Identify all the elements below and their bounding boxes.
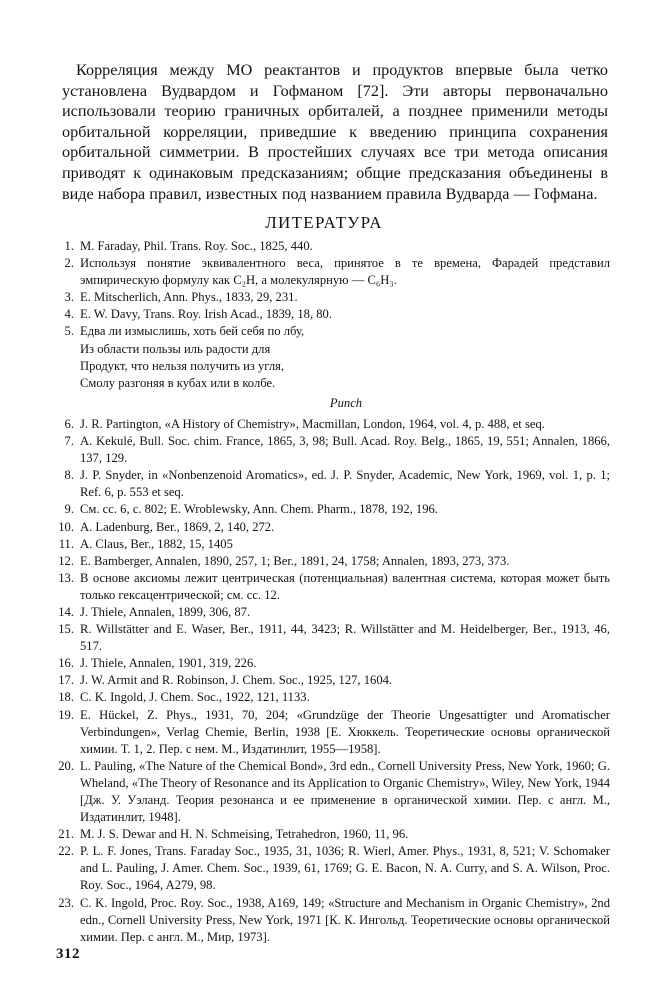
reference-item [54,707,610,758]
reference-item [54,519,610,536]
reference-text: M. J. S. Dewar and H. N. Schmeising, Tetrahedron, 1960, 11, 96. [80,827,409,842]
reference-text: P. L. F. Jones, Trans. Faraday Soc., 1935, 31, 1036; R. Wierl, Amer. Phys., 1931, 8, 521; V. Schomaker and L. Pauling, J. Amer. Chem. Soc., 1939, 61, 1769; G. E. Bacon, N. A. Curry, and S. A. Wilson, Proc. Roy. Soc., 1964, A279, 98. [80,844,610,893]
reference-number: 21. [58,827,74,842]
reference-poem [80,323,610,391]
reference-text: E. Hückel, Z. Phys., 1931, 70, 204; «Grundzüge der Theorie Ungesattigter und Aromatischer Verbindungen», Verlag Chemie, Berlin, 1938 [Е. Хюккель. Теоретические основы органической химии. Т. 1, 2. Пер. с нем. М., Издатинлит, 1955—1958]. [80,707,610,756]
reference-item [54,672,610,689]
references-heading: ЛИТЕРАТУРА [265,213,383,232]
reference-text: E. W. Davy, Trans. Roy. Irish Acad., 1839, 18, 80. [80,307,332,322]
reference-text: J. W. Armit and R. Robinson, J. Chem. Soc., 1925, 127, 1604. [80,673,393,688]
poem-line: Смолу разгоняя в кубах или в колбе. [80,375,276,390]
poem-attribution: Punch [329,395,363,410]
reference-item [54,255,610,289]
reference-number: 7. [64,434,74,449]
reference-number: 22. [58,844,74,859]
reference-number: 12. [58,553,74,568]
reference-number: 14. [58,604,74,619]
reference-text: J. Thiele, Annalen, 1901, 319, 226. [80,656,257,671]
reference-text: J. Thiele, Annalen, 1899, 306, 87. [80,604,251,619]
page-number: 312 [56,946,80,962]
poem-line: Едва ли измыслишь, хоть бей себя по лбу, [80,324,305,339]
reference-text: A. Claus, Ber., 1882, 15, 1405 [80,536,233,551]
reference-number: 15. [58,622,74,637]
reference-item [54,433,610,467]
reference-item [54,689,610,706]
reference-item [54,289,610,306]
reference-number: 20. [58,758,74,773]
reference-item [54,570,610,604]
reference-number: 23. [58,895,74,910]
reference-item [54,416,610,433]
reference-number: 2. [64,256,74,271]
reference-text: E. Mitscherlich, Ann. Phys., 1833, 29, 231. [80,290,298,305]
reference-text: J. R. Partington, «A History of Chemistry», Macmillan, London, 1964, vol. 4, p. 488, et seq. [80,416,545,431]
reference-number: 8. [64,468,74,483]
reference-number: 1. [64,239,74,253]
reference-number: 5. [64,324,74,339]
reference-number: 19. [58,707,74,722]
reference-text: L. Pauling, «The Nature of the Chemical Bond», 3rd edn., Cornell University Press, New York, 1960; G. Wheland, «The Theory of Resonance and its Application to Organic Chemistry», Wiley, New York, 1944 [Дж. У. Уэланд. Теория резонанса и ее применение в органической химии. Пер. с англ. М., Издатинлит, 1948]. [80,758,610,825]
reference-text: J. P. Snyder, in «Nonbenzenoid Aromatics», ed. J. P. Snyder, Academic, New York, 1969, vol. 1, p. 1; Ref. 6, p. 553 et seq. [80,468,610,500]
reference-number: 13. [58,570,74,585]
reference-text: A. Kekulé, Bull. Soc. chim. France, 1865, 3, 98; Bull. Acad. Roy. Belg., 1865, 19, 551; Annalen, 1866, 137, 129. [80,434,610,466]
reference-text: A. Ladenburg, Ber., 1869, 2, 140, 272. [80,519,275,534]
reference-text: См. сс. 6, с. 802; E. Wroblewsky, Ann. Chem. Pharm., 1878, 192, 196. [80,502,438,517]
reference-text: C. K. Ingold, Proc. Roy. Soc., 1938, A169, 149; «Structure and Mechanism in Organic Chemistry», 2nd edn., Cornell University Press, New York, 1971 [К. К. Ингольд. Теоретические основы органической химии. Пер. с англ. М., Мир, 1973]. [80,895,610,944]
reference-item [54,238,610,255]
reference-item [54,758,610,826]
poem-line: Из области пользы иль радости для [80,341,271,356]
intro-paragraph: Корреляция между МО реактантов и продуктов впервые была четко установлена Вудвардом и Гофманом [72]. Эти авторы первоначально использовали теорию граничных орбиталей, а позднее применили методы орбитальной корреляции, приведшие к введению принципа сохранения орбитальной симметрии. В простейших случаях все три метода описания приводят к одинаковым предсказаниям; общие предсказания объединены в виде набора правил, известных под названием правила Вудварда — Гофмана. [62,61,608,203]
reference-text: C. K. Ingold, J. Chem. Soc., 1922, 121, 1133. [80,690,310,705]
reference-number: 17. [58,673,74,688]
reference-item [54,467,610,501]
reference-text: M. Faraday, Phil. Trans. Roy. Soc., 1825, 440. [80,239,313,253]
reference-number: 18. [58,690,74,705]
reference-text: R. Willstätter and E. Waser, Ber., 1911, 44, 3423; R. Willstätter and M. Heidelberger, Ber., 1913, 46, 517. [80,622,610,654]
reference-item [54,621,610,655]
reference-number: 16. [58,656,74,671]
poem-line: Продукт, что нельзя получить из угля, [80,358,285,373]
reference-item [54,536,610,553]
reference-number: 6. [64,416,74,431]
reference-item [54,306,610,323]
reference-item [54,553,610,570]
reference-number: 10. [58,519,74,534]
reference-text: В основе аксиомы лежит центрическая (потенциальная) валентная система, которая может быть только гексацентрической; см. сс. 12. [80,570,610,602]
reference-item [54,501,610,518]
reference-item [54,323,610,391]
reference-text: Используя понятие эквивалентного веса, принятое в те времена, Фарадей представил эмпирическую формулу как C₂H, а молекулярную — C₆H₃. [80,256,610,288]
reference-item [54,895,610,946]
reference-item [54,655,610,672]
reference-item [54,604,610,621]
reference-number: 9. [64,502,74,517]
reference-number: 11. [58,536,74,551]
reference-item [54,826,610,843]
reference-list [54,238,610,946]
reference-item [54,843,610,894]
reference-text: E. Bamberger, Annalen, 1890, 257, 1; Ber., 1891, 24, 1758; Annalen, 1893, 273, 373. [80,553,510,568]
reference-number: 4. [64,307,74,322]
reference-number: 3. [64,290,74,305]
